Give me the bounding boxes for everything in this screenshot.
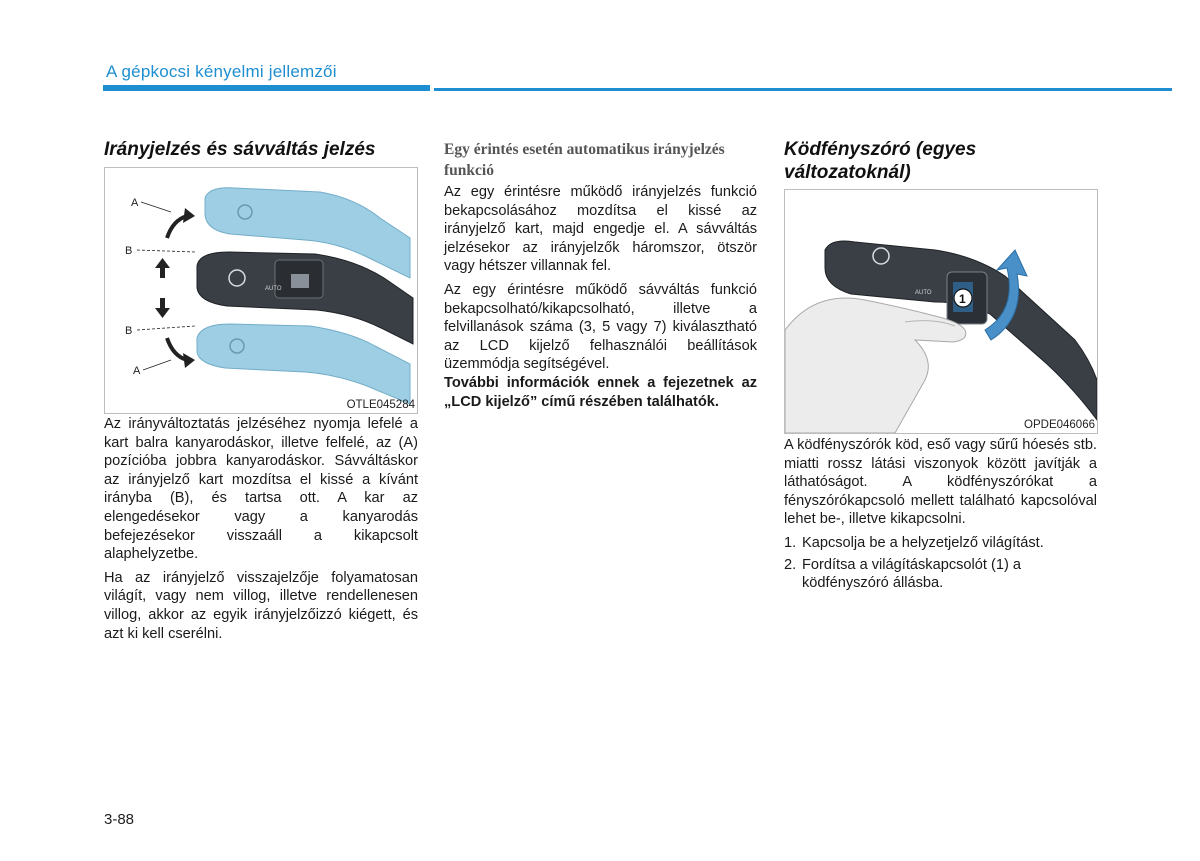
paragraph: Az egy érintésre működő irányjelzés funkció bekapcsolásához mozdítsa el kissé az irányjelző kart, majd engedje el. A sávváltás jelzésekor az irányjelzők háromszor, ötször vagy hétszer villannak fel. xyxy=(444,184,757,275)
header-rule-thick xyxy=(103,85,430,91)
fog-light-switch-illustration xyxy=(785,190,1097,433)
figure-code: OPDE046066 xyxy=(1024,419,1095,431)
leader-line-b-top xyxy=(137,250,195,252)
label-b-bottom: B xyxy=(125,325,133,337)
arrow-down-icon xyxy=(160,298,165,308)
subheading-one-touch: Egy érintés esetén automatikus irányjelzés funkció xyxy=(444,141,725,179)
section-heading-turn-signal: Irányjelzés és sávváltás jelzés xyxy=(104,139,376,160)
turn-signal-lever-figure xyxy=(104,167,418,414)
paragraph: Ha az irányjelző visszajelzője folyamatosan világít, vagy nem villog, illetve rendellenesen villog, akkor az egyik irányjelzőizzó kiégett, és azt ki kell cserélni. xyxy=(104,569,418,642)
auto-label: AUTO xyxy=(265,286,282,292)
label-b-top: B xyxy=(125,245,133,257)
leader-line-a-top xyxy=(141,202,171,212)
header-rule-thin xyxy=(434,88,1172,91)
fog-light-switch-figure xyxy=(784,189,1098,434)
step-text: Kapcsolja be a helyzetjelző világítást. xyxy=(802,534,1044,551)
lever-position-down xyxy=(197,324,410,404)
reference-note: További információk ennek a fejezetnek az „LCD kijelző” című részében találhatók. xyxy=(444,374,757,410)
leader-line-a-bottom xyxy=(143,360,171,370)
figure-code: OTLE045284 xyxy=(346,399,415,411)
label-a-top: A xyxy=(131,197,139,209)
step-number: 1. xyxy=(784,534,797,551)
fog-light-body xyxy=(784,436,1097,596)
section-heading-fog-light: Ködfényszóró (egyes változatoknál) xyxy=(784,139,977,183)
leader-line-b-bottom xyxy=(137,326,195,330)
paragraph: A ködfényszórók köd, eső vagy sűrű hóesés stb. miatti rossz látási viszonyok között javítják a láthatóságot. A ködfényszórókat a fényszórókapcsoló mellett található kapcsolóval lehet be-, illetve kikapcsolni. xyxy=(784,437,1097,528)
paragraph: Az irányváltoztatás jelzéséhez nyomja lefelé a kart balra kanyarodáskor, illetve felfelé, az (A) pozícióba jobbra kanyarodáskor. Sávváltáskor az irányjelző kart mozdítsa el kissé a kívánt irányba (B), és tartsa ott. A kar az elengedésekor vagy a kanyarodás befejezésekor visszaáll a kikapcsolt alaphelyzetbe. xyxy=(104,416,418,563)
label-a-bottom: A xyxy=(133,365,141,377)
auto-label: AUTO xyxy=(915,290,932,296)
list-item xyxy=(784,556,1097,593)
turn-signal-body xyxy=(104,415,418,648)
list-item xyxy=(784,534,1097,553)
hand-illustration xyxy=(785,298,966,433)
paragraph: Az egy érintésre működő sávváltás funkció bekapcsolható/kikapcsolható, illetve a felvillanások száma (3, 5 vagy 7) kiválasztható az LCD kijelző felhasználói beállítások üzemmódja segítségével. xyxy=(444,281,757,373)
arrow-up-icon xyxy=(160,268,165,278)
callout-number: 1 xyxy=(959,292,966,306)
steps-list xyxy=(784,534,1097,593)
page-number: 3-88 xyxy=(104,811,135,828)
one-touch-body xyxy=(444,183,757,416)
step-number: 2. xyxy=(784,556,797,573)
fog-direction-icon xyxy=(1045,288,1057,300)
step-text: Fordítsa a világításkapcsolót (1) a ködfényszóró állásba. xyxy=(802,556,1022,592)
turn-signal-lever-illustration xyxy=(105,168,417,413)
chapter-title: A gépkocsi kényelmi jellemzői xyxy=(106,62,337,81)
